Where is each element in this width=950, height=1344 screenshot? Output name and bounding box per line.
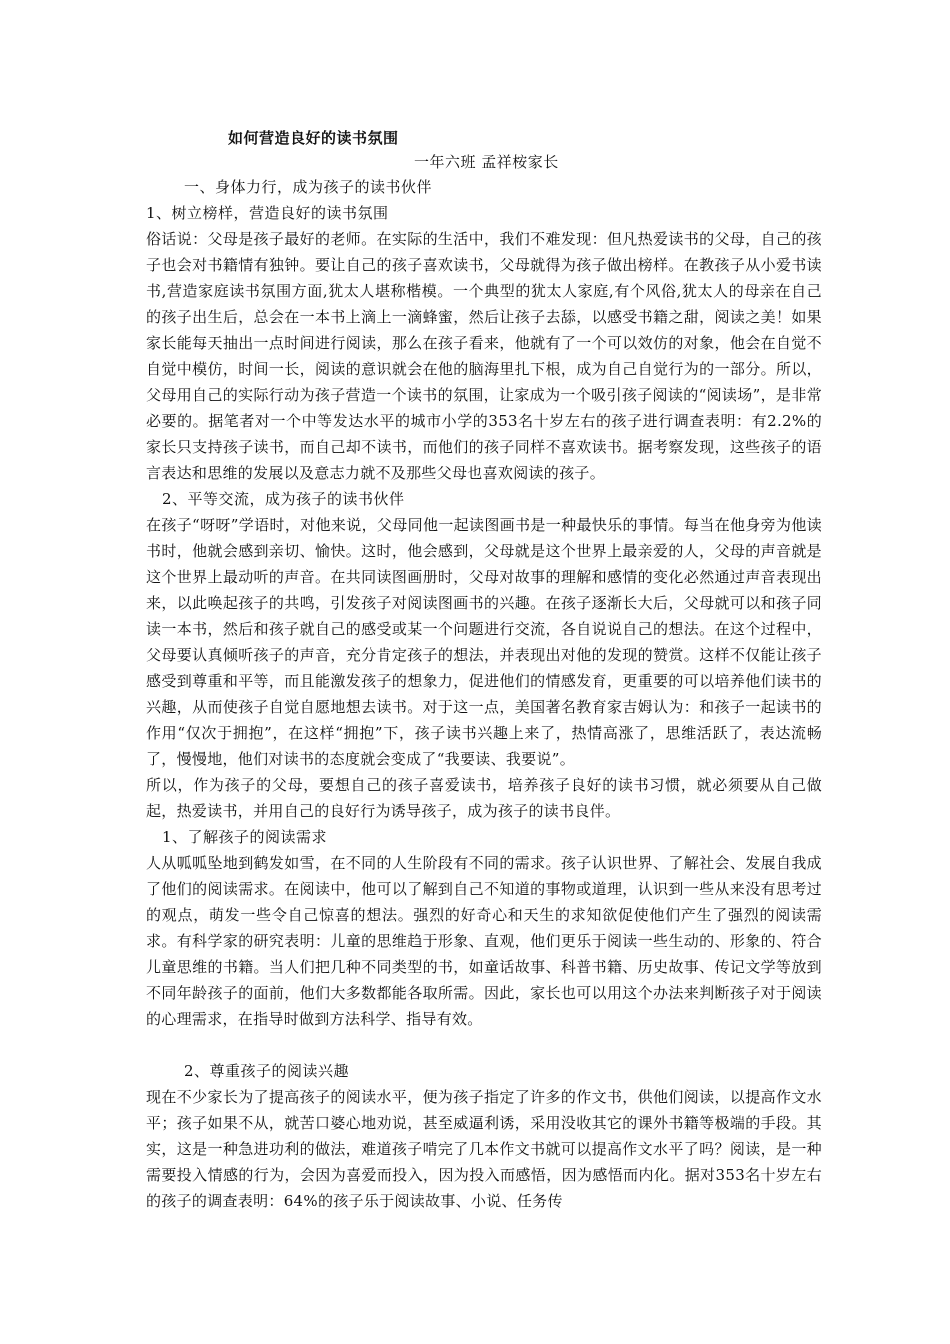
paragraph-1: 俗话说：父母是孩子最好的老师。在实际的生活中，我们不难发现：但凡热爱读书的父母，自己的孩子也会对书籍情有独钟。要让自己的孩子喜欢读书，父母就得为孩子做出榜样。在教孩子从小爱书读书,营造家庭读书氛围方面,犹太人堪称楷模。一个典型的犹太人家庭,有个风俗,犹太人的母亲在自己的孩子出生后，总会在一本书上滴上一滴蜂蜜，然后让孩子去舔，以感受书籍之甜，阅读之美！如果家长能每天抽出一点时间进行阅读，那么在孩子看来，他就有了一个可以效仿的对象，他会在自觉不自觉中模仿，时间一长，阅读的意识就会在他的脑海里扎下根，成为自己自觉行为的一部分。所以，父母用自己的实际行动为孩子营造一个读书的氛围，让家成为一个吸引孩子阅读的“阅读场”，是非常必要的。据笔者对一个中等发达水平的城市小学的353名十岁左右的孩子进行调查表明：有2.2%的家长只支持孩子读书，而自己却不读书，而他们的孩子同样不喜欢读书。据考察发现，这些孩子的语言表达和思维的发展以及意志力就不及那些父母也喜欢阅读的孩子。 <box>146 230 822 482</box>
document-title: 如何营造良好的读书氛围 <box>228 129 399 147</box>
paragraph-3: 所以，作为孩子的父母，要想自己的孩子喜爱读书，培养孩子良好的读书习惯，就必须要从自己做起，热爱读书，并用自己的良好行为诱导孩子，成为孩子的读书良伴。 <box>146 776 822 820</box>
paragraph-5: 现在不少家长为了提高孩子的阅读水平，便为孩子指定了许多的作文书，供他们阅读，以提高作文水平；孩子如果不从，就苦口婆心地劝说，甚至威逼利诱，采用没收其它的课外书籍等极端的手段。其实，这是一种急进功利的做法，难道孩子啃完了几本作文书就可以提高作文水平了吗？阅读，是一种需要投入情感的行为，会因为喜爱而投入，因为投入而感悟，因为感悟而内化。据对353名十岁左右的孩子的调查表明：64%的孩子乐于阅读故事、小说、任务传 <box>146 1088 822 1210</box>
subheading-3: 1、了解孩子的阅读需求 <box>162 828 328 846</box>
subheading-4: 2、尊重孩子的阅读兴趣 <box>184 1062 350 1080</box>
section-heading-1: 一、身体力行，成为孩子的读书伙伴 <box>184 178 433 196</box>
subheading-2: 2、平等交流，成为孩子的读书伙伴 <box>162 490 405 508</box>
subheading-1: 1、树立榜样，营造良好的读书氛围 <box>146 204 389 222</box>
paragraph-spacer <box>146 1032 822 1058</box>
document-page <box>146 126 822 1214</box>
author-byline: 一年六班 孟祥桉家长 <box>414 153 559 171</box>
paragraph-4: 人从呱呱坠地到鹤发如雪，在不同的人生阶段有不同的需求。孩子认识世界、了解社会、发展自我成了他们的阅读需求。在阅读中，他可以了解到自己不知道的事物或道理，认识到一些从来没有思考过的观点，萌发一些令自己惊喜的想法。强烈的好奇心和天生的求知欲促使他们产生了强烈的阅读需求。有科学家的研究表明：儿童的思维趋于形象、直观，他们更乐于阅读一些生动的、形象的、符合儿童思维的书籍。当人们把几种不同类型的书，如童话故事、科普书籍、历史故事、传记文学等放到不同年龄孩子的面前，他们大多数都能各取所需。因此，家长也可以用这个办法来判断孩子对于阅读的心理需求，在指导时做到方法科学、指导有效。 <box>146 854 822 1028</box>
paragraph-2: 在孩子“呀呀”学语时，对他来说，父母同他一起读图画书是一种最快乐的事情。每当在他身旁为他读书时，他就会感到亲切、愉快。这时，他会感到，父母就是这个世界上最亲爱的人，父母的声音就是这个世界上最动听的声音。在共同读图画册时，父母对故事的理解和感情的变化必然通过声音表现出来，以此唤起孩子的共鸣，引发孩子对阅读图画书的兴趣。在孩子逐渐长大后，父母就可以和孩子同读一本书，然后和孩子就自己的感受或某一个问题进行交流，各自说说自己的想法。在这个过程中，父母要认真倾听孩子的声音，充分肯定孩子的想法，并表现出对他的发现的赞赏。这样不仅能让孩子感受到尊重和平等，而且能激发孩子的想象力，促进他们的情感发育，更重要的可以培养他们读书的兴趣，从而使孩子自觉自愿地想去读书。对于这一点，美国著名教育家吉姆认为：和孩子一起读书的作用“仅次于拥抱”，在这样“拥抱”下，孩子读书兴趣上来了，热情高涨了，思维活跃了，表达流畅了，慢慢地，他们对读书的态度就会变成了“我要读、我要说”。 <box>146 516 822 768</box>
